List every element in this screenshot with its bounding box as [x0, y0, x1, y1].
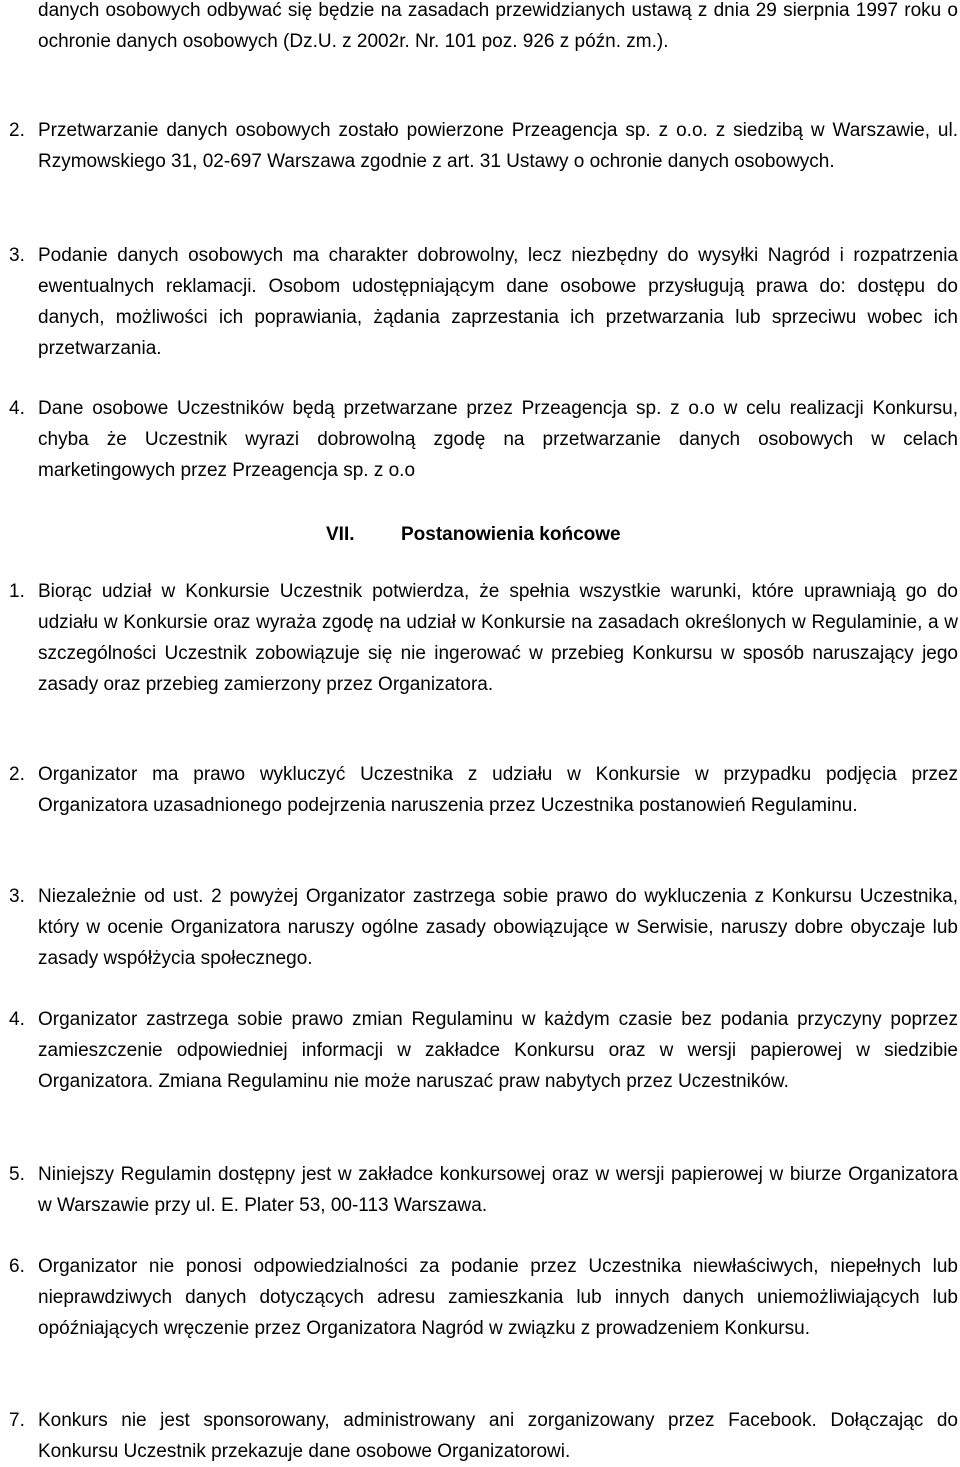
item-number: 4.	[9, 1009, 25, 1030]
item-text: Przetwarzanie danych osobowych zostało powierzone Przeagencja sp. z o.o. z siedzibą w Warszawie, ul. Rzymowskiego 31, 02-697 Warszawa zgodnie z art. 31 Ustawy o ochronie danych osobowych.	[38, 120, 958, 172]
item-text: Niniejszy Regulamin dostępny jest w zakładce konkursowej oraz w wersji papierowej w biurze Organizatora w Warszawie przy ul. E. Plater 53, 00-113 Warszawa.	[38, 1164, 958, 1216]
section-heading	[0, 519, 960, 550]
final-item-7	[0, 1405, 958, 1467]
section-title: Postanowienia końcowe	[401, 524, 621, 545]
item-text: Biorąc udział w Konkursie Uczestnik potwierdza, że spełnia wszystkie warunki, które uprawniają go do udziału w Konkursie oraz wyraża zgodę na udział w Konkursie na zasadach określonych w Regulaminie, a w szczególności Uczestnik zobowiązuje się nie ingerować w przebieg Konkursu w sposób naruszający jego zasady oraz przebieg zamierzony przez Organizatora.	[38, 581, 958, 695]
privacy-item-3	[0, 240, 958, 364]
item-number: 5.	[9, 1164, 25, 1185]
continuation-paragraph	[0, 0, 958, 57]
item-text: Organizator zastrzega sobie prawo zmian Regulaminu w każdym czasie bez podania przyczyny poprzez zamieszczenie odpowiedniej informacji w zakładce Konkursu oraz w wersji papierowej w siedzibie Organizatora. Zmiana Regulaminu nie może naruszać praw nabytych przez Uczestników.	[38, 1009, 958, 1092]
section-number: VII.	[326, 524, 355, 545]
final-item-5	[0, 1159, 958, 1221]
final-item-6	[0, 1251, 958, 1344]
final-item-4	[0, 1004, 958, 1097]
privacy-item-4	[0, 393, 958, 486]
item-number: 1.	[9, 581, 25, 602]
final-item-2	[0, 759, 958, 821]
item-text: Niezależnie od ust. 2 powyżej Organizator zastrzega sobie prawo do wykluczenia z Konkursu Uczestnika, który w ocenie Organizatora naruszy ogólne zasady obowiązujące w Serwisie, naruszy dobre obyczaje lub zasady współżycia społecznego.	[38, 886, 958, 969]
item-number: 3.	[9, 886, 25, 907]
item-number: 4.	[9, 398, 25, 419]
item-text: Podanie danych osobowych ma charakter dobrowolny, lecz niezbędny do wysyłki Nagród i rozpatrzenia ewentualnych reklamacji. Osobom udostępniającym dane osobowe przysługują prawa do: dostępu do danych, możliwości ich poprawiania, żądania zaprzestania ich przetwarzania lub sprzeciwu wobec ich przetwarzania.	[38, 245, 958, 359]
item-number: 6.	[9, 1256, 25, 1277]
item-number: 2.	[9, 120, 25, 141]
item-text: Organizator ma prawo wykluczyć Uczestnika z udziału w Konkursie w przypadku podjęcia przez Organizatora uzasadnionego podejrzenia naruszenia przez Uczestnika postanowień Regulaminu.	[38, 764, 958, 816]
final-item-1	[0, 576, 958, 700]
final-item-3	[0, 881, 958, 974]
item-text: Organizator nie ponosi odpowiedzialności za podanie przez Uczestnika niewłaściwych, niepełnych lub nieprawdziwych danych dotyczących adresu zamieszkania lub innych danych uniemożliwiających lub opóźniających wręczenie przez Organizatora Nagród w związku z prowadzeniem Konkursu.	[38, 1256, 958, 1339]
item-number: 7.	[9, 1410, 25, 1431]
privacy-item-2	[0, 115, 958, 177]
item-number: 3.	[9, 245, 25, 266]
item-number: 2.	[9, 764, 25, 785]
item-text: Konkurs nie jest sponsorowany, administrowany ani zorganizowany przez Facebook. Dołączając do Konkursu Uczestnik przekazuje dane osobowe Organizatorowi.	[38, 1410, 958, 1462]
item-text: Dane osobowe Uczestników będą przetwarzane przez Przeagencja sp. z o.o w celu realizacji Konkursu, chyba że Uczestnik wyrazi dobrowolną zgodę na przetwarzanie danych osobowych w celach marketingowych przez Przeagencja sp. z o.o	[38, 398, 958, 481]
paragraph-text: danych osobowych odbywać się będzie na zasadach przewidzianych ustawą z dnia 29 sierpnia 1997 roku o ochronie danych osobowych (Dz.U. z 2002r. Nr. 101 poz. 926 z późn. zm.).	[38, 0, 958, 52]
